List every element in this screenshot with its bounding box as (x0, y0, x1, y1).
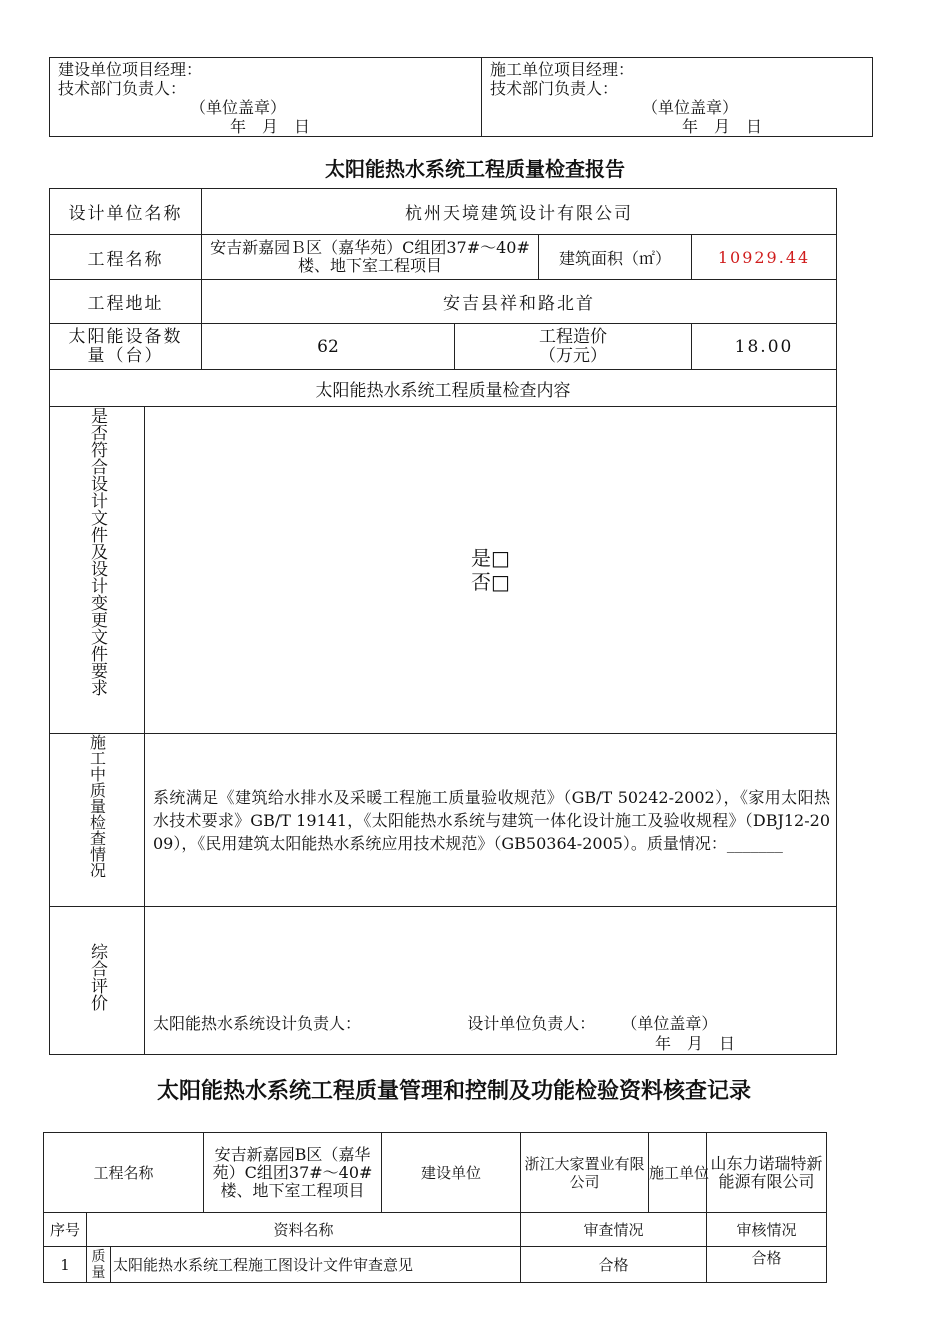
builder-seal-label: （单位盖章） (190, 98, 287, 117)
contractor-tech-lead-label: 技术部门负责人： (490, 79, 619, 98)
cost-value: 18.00 (692, 324, 837, 370)
builder-date-label: 年 月 日 (230, 117, 311, 136)
table-row (44, 1247, 827, 1283)
construction-label: 施工中质量检查情况 (87, 734, 107, 878)
row-name: 太阳能热水系统工程施工图设计文件审查意见 (111, 1247, 521, 1283)
cost-unit-label: （万元） (539, 345, 607, 366)
contractor-label: 施工单位 (649, 1133, 707, 1213)
record-title: 太阳能热水系统工程质量管理和控制及功能检验资料核查记录 (156, 1079, 751, 1104)
builder-value: 浙江大家置业有限公司 (521, 1133, 649, 1213)
row-review: 合格 (521, 1247, 707, 1283)
evaluation-cell (145, 907, 837, 1055)
cost-label: 工程造价 (539, 326, 607, 347)
design-unit-label: 设计单位名称 (50, 189, 202, 235)
report-seal-label: （单位盖章） (621, 1014, 718, 1033)
contractor-date-label: 年 月 日 (682, 117, 763, 136)
evaluation-label-cell (50, 907, 145, 1055)
unit-lead-label: 设计单位负责人： (467, 1014, 596, 1033)
project-name-label: 工程名称 (50, 235, 202, 280)
construction-text: 系统满足《建筑给水排水及采暖工程施工质量验收规范》（GB/T 50242-2002），《家用太阳热水技术要求》GB/T 19141，《太阳能热水系统与建筑一体化设计施工及验收规程》（DBJ12-2009），《民用建筑太阳能热水系统应用技术规范》（GB50364-2005）。质量情况：_______ (145, 734, 837, 907)
record-table (43, 1132, 827, 1283)
report-title: 太阳能热水系统工程质量检查报告 (325, 157, 625, 181)
contractor-seal-label: （单位盖章） (642, 98, 739, 117)
area-label: 建筑面积（㎡） (539, 235, 692, 280)
builder-manager-label: 建设单位项目经理： (58, 60, 203, 79)
no-checkbox[interactable]: 否□ (471, 570, 510, 594)
builder-tech-lead-label: 技术部门负责人： (58, 79, 187, 98)
contractor-value: 山东力诺瑞特新能源有限公司 (707, 1133, 827, 1213)
header-audit: 审核情况 (707, 1213, 827, 1247)
address-value: 安吉县祥和路北首 (202, 280, 837, 324)
signoff-builder-cell (50, 58, 482, 137)
content-heading: 太阳能热水系统工程质量检查内容 (50, 370, 837, 407)
address-label: 工程地址 (50, 280, 202, 324)
row-audit: 合格 (707, 1247, 827, 1283)
header-review: 审查情况 (521, 1213, 707, 1247)
signoff-table (49, 57, 873, 137)
row-category: 质量 (87, 1247, 111, 1283)
conformity-options-cell (145, 407, 837, 734)
design-lead-label: 太阳能热水系统设计负责人： (153, 1014, 362, 1033)
design-unit-value: 杭州天境建筑设计有限公司 (202, 189, 837, 235)
evaluation-label: 综合评价 (87, 943, 107, 1011)
contractor-manager-label: 施工单位项目经理： (490, 60, 635, 79)
conformity-label: 是否符合设计文件及设计变更文件要求 (87, 407, 107, 696)
header-no: 序号 (44, 1213, 87, 1247)
device-count-value: 62 (202, 324, 455, 370)
signoff-contractor-cell (482, 58, 873, 137)
area-value: 10929.44 (692, 235, 837, 280)
builder-label: 建设单位 (382, 1133, 521, 1213)
record-project-name-value: 安吉新嘉园B区（嘉华苑）C组团37#～40#楼、地下室工程项目 (204, 1133, 382, 1213)
header-name: 资料名称 (87, 1213, 521, 1247)
conformity-label-cell (50, 407, 145, 734)
report-table (49, 188, 837, 1055)
yes-checkbox[interactable]: 是□ (471, 546, 510, 570)
report-date-label: 年 月 日 (655, 1034, 736, 1053)
row-no: 1 (44, 1247, 87, 1283)
project-name-value: 安吉新嘉园Ｂ区（嘉华苑）C组团37#～40#楼、地下室工程项目 (202, 235, 539, 280)
construction-label-cell (50, 734, 145, 907)
device-count-label: 太阳能设备数量（台） (50, 324, 202, 370)
cost-label-cell (455, 324, 692, 370)
record-project-name-label: 工程名称 (44, 1133, 204, 1213)
